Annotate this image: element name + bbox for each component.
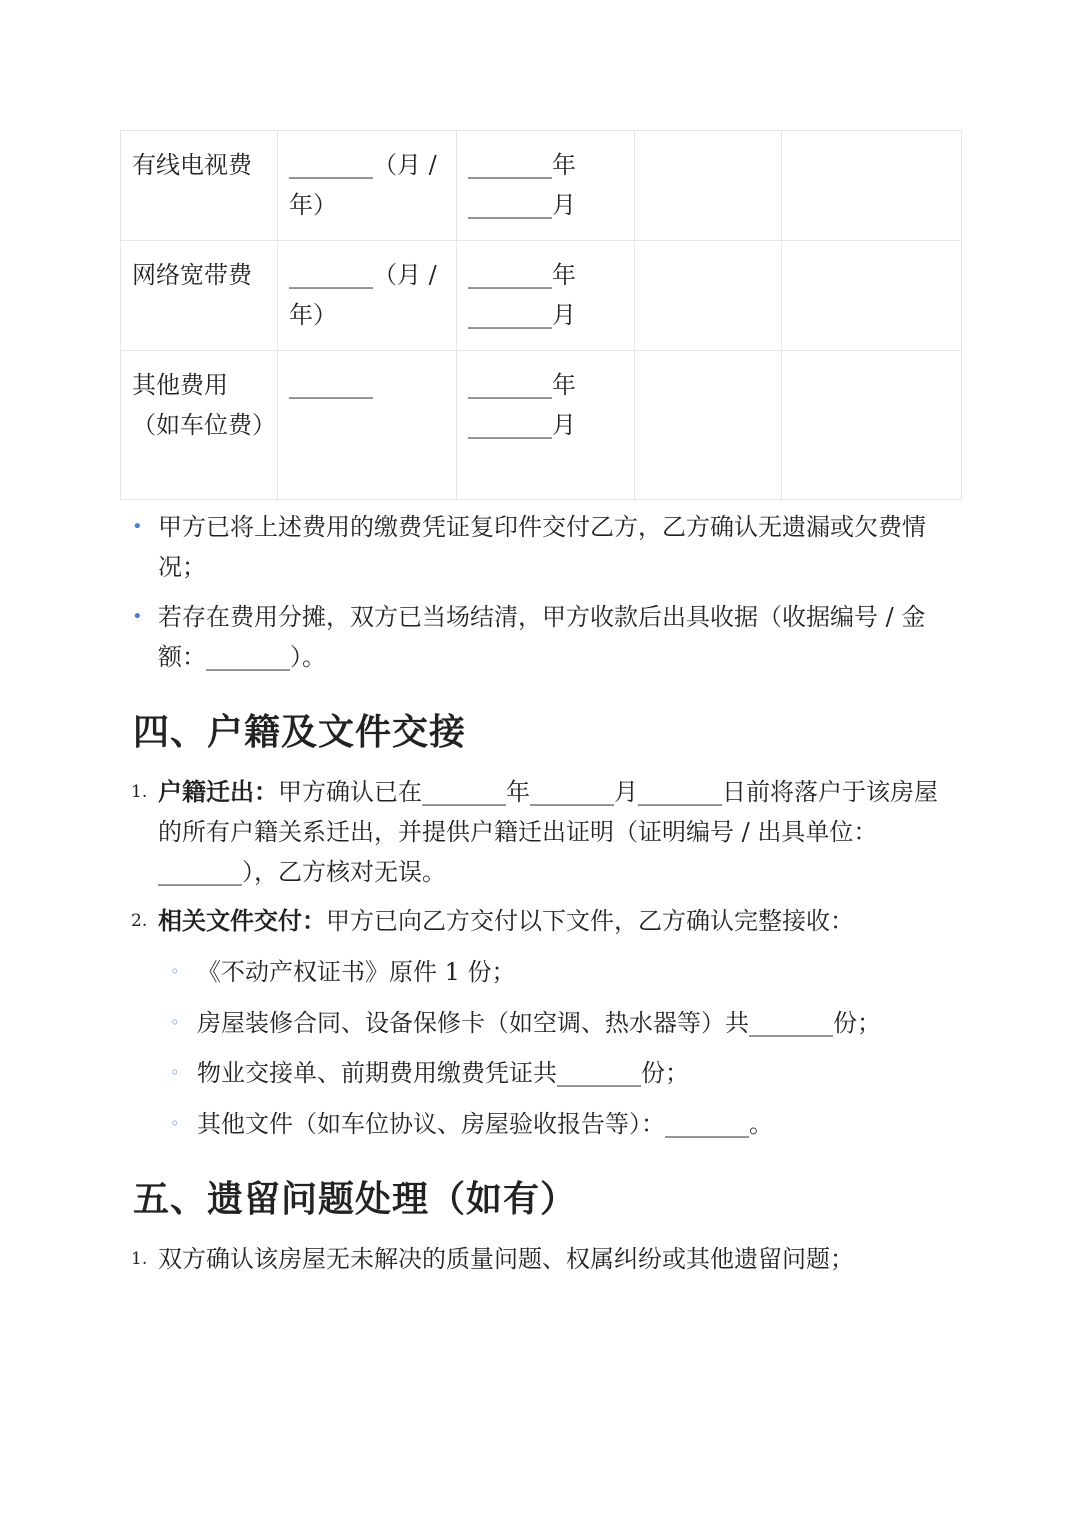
fee-date-year: _______年 bbox=[468, 261, 576, 289]
fee-date-cell bbox=[457, 131, 635, 241]
sub-item-text: 其他文件（如车位协议、房屋验收报告等）：_______。 bbox=[197, 1110, 773, 1138]
fee-empty-cell bbox=[782, 241, 962, 351]
sub-marker: ◦ bbox=[170, 1013, 180, 1032]
item-number: 1. bbox=[131, 782, 148, 802]
fee-date-month: _______月 bbox=[468, 191, 576, 219]
item-lead: 相关文件交付： bbox=[158, 906, 326, 935]
item-text: 甲方已向乙方交付以下文件，乙方确认完整接收： bbox=[326, 907, 854, 935]
fee-date-month: _______月 bbox=[468, 411, 576, 439]
fee-empty-cell bbox=[635, 241, 782, 351]
section-heading-5: 五、遗留问题处理（如有） bbox=[133, 1178, 578, 1220]
table-row bbox=[121, 241, 962, 351]
fee-table bbox=[120, 130, 962, 500]
fee-period-cell: _______（月 / 年） bbox=[278, 131, 457, 241]
fee-empty-cell bbox=[782, 131, 962, 241]
fee-empty-cell bbox=[635, 351, 782, 500]
fee-date-year: _______年 bbox=[468, 371, 576, 399]
fee-name-cell: 其他费用（如车位费） bbox=[121, 351, 278, 500]
item-number: 1. bbox=[131, 1249, 148, 1269]
fee-date-month: _______月 bbox=[468, 301, 576, 329]
item-number: 2. bbox=[131, 911, 148, 931]
bullet-marker: • bbox=[132, 606, 143, 627]
bullet-text: 甲方已将上述费用的缴费凭证复印件交付乙方，乙方确认无遗漏或欠费情况； bbox=[158, 513, 926, 581]
sub-item-text: 房屋装修合同、设备保修卡（如空调、热水器等）共_______份； bbox=[197, 1009, 881, 1037]
sub-marker: ◦ bbox=[170, 1114, 180, 1133]
sub-marker: ◦ bbox=[170, 962, 180, 981]
fee-name-cell: 有线电视费 bbox=[121, 131, 278, 241]
item-lead: 户籍迁出： bbox=[158, 777, 278, 806]
fee-date-cell bbox=[457, 351, 635, 500]
item-text: 甲方确认已在_______年_______月_______日前将落户于该房屋的所有户籍关系迁出，并提供户籍迁出证明（证明编号 / 出具单位：_______），乙方核对无误。 bbox=[158, 778, 938, 886]
bullet-marker: • bbox=[132, 516, 143, 537]
fee-date-year: _______年 bbox=[468, 151, 576, 179]
fee-empty-cell bbox=[635, 131, 782, 241]
fee-date-cell bbox=[457, 241, 635, 351]
sub-item-text: 《不动产权证书》原件 1 份； bbox=[197, 958, 516, 986]
sub-item-text: 物业交接单、前期费用缴费凭证共_______份； bbox=[197, 1059, 689, 1087]
table-row bbox=[121, 351, 962, 500]
fee-empty-cell bbox=[782, 351, 962, 500]
fee-period-cell: _______ bbox=[278, 351, 457, 500]
table-row bbox=[121, 131, 962, 241]
item-text: 双方确认该房屋无未解决的质量问题、权属纠纷或其他遗留问题； bbox=[158, 1245, 854, 1273]
fee-period-cell: _______（月 / 年） bbox=[278, 241, 457, 351]
sub-marker: ◦ bbox=[170, 1063, 180, 1082]
bullet-text: 若存在费用分摊，双方已当场结清，甲方收款后出具收据（收据编号 / 金额：_______）。 bbox=[158, 603, 926, 671]
section-heading-4: 四、户籍及文件交接 bbox=[133, 711, 467, 753]
fee-name-cell: 网络宽带费 bbox=[121, 241, 278, 351]
